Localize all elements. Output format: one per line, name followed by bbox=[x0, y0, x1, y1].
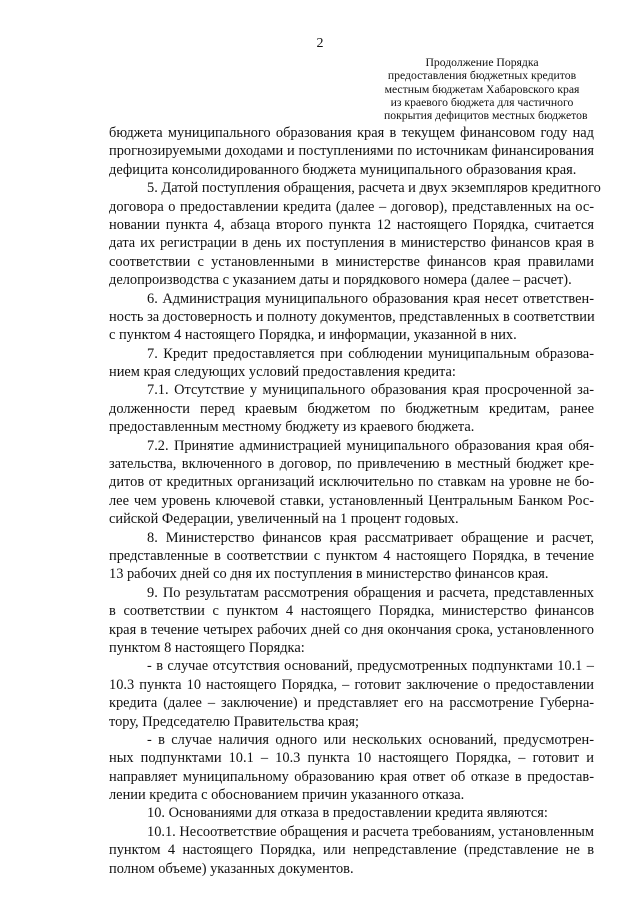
body-text-line: - в случае наличия одного или нескольких оснований, предусмотрен- bbox=[147, 731, 594, 748]
body-text-line: 7.2. Принятие администрацией муниципального образования края обя- bbox=[147, 437, 594, 454]
body-text-line: с пунктом 4 настоящего Порядка, и информации, указанной в них. bbox=[109, 327, 517, 344]
body-text-line: долженности перед краевым бюджетом по бюджетным кредитам, ранее bbox=[109, 400, 594, 417]
header-note-line: местным бюджетам Хабаровского края bbox=[384, 82, 580, 96]
body-text-line: предоставленным местному бюджету из краевого бюджета. bbox=[109, 419, 475, 436]
header-note-line: из краевого бюджета для частичного bbox=[390, 95, 574, 109]
body-text-line: сийской Федерации, увеличенный на 1 процент годовых. bbox=[109, 511, 459, 528]
body-text-line: соответствии с установленными в министерстве финансов края правилами bbox=[109, 253, 594, 270]
body-text-line: новании пункта 4, абзаца второго пункта 12 настоящего Порядка, считается bbox=[109, 216, 594, 233]
body-text-line: ность за достоверность и полноту документов, представленных в соответствии bbox=[109, 308, 595, 325]
body-text-line: пунктом 4 настоящего Порядка, или непредставление (представление не в bbox=[109, 842, 594, 859]
body-text-line: 13 рабочих дней со дня их поступления в министерство финансов края. bbox=[109, 566, 549, 583]
header-note-line: покрытия дефицитов местных бюджетов bbox=[384, 109, 588, 123]
body-text-line: кредита (далее – заключение) и представляет его на рассмотрение Губерна- bbox=[109, 695, 594, 712]
header-note-line: предоставления бюджетных кредитов bbox=[387, 69, 577, 83]
body-text-line: - в случае отсутствия оснований, предусмотренных подпунктами 10.1 – bbox=[147, 658, 594, 675]
body-text-line: 10.3 пункта 10 настоящего Порядка, – готовит заключение о предоставлении bbox=[109, 676, 594, 693]
header-note bbox=[384, 56, 588, 123]
body-text-line: 6. Администрация муниципального образования края несет ответствен- bbox=[147, 290, 594, 307]
body-text-line: нием края следующих условий предоставления кредита: bbox=[109, 364, 456, 381]
body-text-line: представленные в соответствии с пунктом 4 настоящего Порядка, в течение bbox=[109, 547, 594, 564]
document-body bbox=[109, 124, 601, 878]
body-text-line: 7.1. Отсутствие у муниципального образования края просроченной за- bbox=[147, 382, 594, 399]
body-text-line: направляет муниципальному образованию края ответ об отказе в предостав- bbox=[109, 768, 594, 785]
header-note-line: Продолжение Порядка bbox=[425, 56, 539, 69]
body-text-line: зательства, включенного в договор, по привлечению в местный бюджет кре- bbox=[109, 456, 594, 473]
body-text-line: 8. Министерство финансов края рассматривает обращение и расчет, bbox=[147, 529, 594, 546]
body-text-line: 10.1. Несоответствие обращения и расчета требованиям, установленным bbox=[147, 823, 594, 840]
body-text-line: дата их регистрации в день их поступления в министерство финансов края в bbox=[109, 235, 594, 252]
body-text-line: тору, Председателю Правительства края; bbox=[109, 713, 360, 730]
body-text-line: договора о предоставлении кредита (далее – договор), представленных на ос- bbox=[109, 198, 594, 215]
body-text-line: 10. Основаниями для отказа в предоставлении кредита являются: bbox=[147, 805, 548, 822]
body-text-line: лении кредита с обоснованием причин указанного отказа. bbox=[109, 787, 465, 804]
body-text-line: лее чем уровень ключевой ставки, установленный Центральным Банком Рос- bbox=[109, 492, 594, 509]
body-text-line: в соответствии с пунктом 4 настоящего Порядка, министерство финансов bbox=[109, 603, 594, 620]
body-text-line: пунктом 8 настоящего Порядка: bbox=[109, 639, 305, 656]
body-text-line: 9. По результатам рассмотрения обращения и расчета, представленных bbox=[147, 584, 594, 601]
page-number: 2 bbox=[316, 36, 324, 51]
body-text-line: ных подпунктами 10.1 – 10.3 пункта 10 настоящего Порядка, – готовит и bbox=[109, 750, 594, 767]
body-text-line: дефицита консолидированного бюджета муниципального образования края. bbox=[109, 161, 577, 178]
body-text-line: 7. Кредит предоставляется при соблюдении муниципальным образова- bbox=[147, 345, 594, 362]
body-text-line: прогнозируемыми доходами и поступлениями по источникам финансирования bbox=[109, 143, 594, 160]
body-text-line: делопроизводства с указанием даты и порядкового номера (далее – расчет). bbox=[109, 272, 572, 289]
body-text-line: 5. Датой поступления обращения, расчета и двух экземпляров кредитного bbox=[147, 180, 601, 197]
body-text-line: бюджета муниципального образования края в текущем финансовом году над bbox=[109, 125, 594, 141]
body-text-line: края в течение четырех рабочих дней со дня окончания срока, установленного bbox=[109, 621, 594, 638]
body-text-line: дитов от кредитных организаций исключительно по ставкам на уровне не бо- bbox=[109, 474, 594, 491]
body-text-line: полном объеме) указанных документов. bbox=[109, 860, 354, 877]
